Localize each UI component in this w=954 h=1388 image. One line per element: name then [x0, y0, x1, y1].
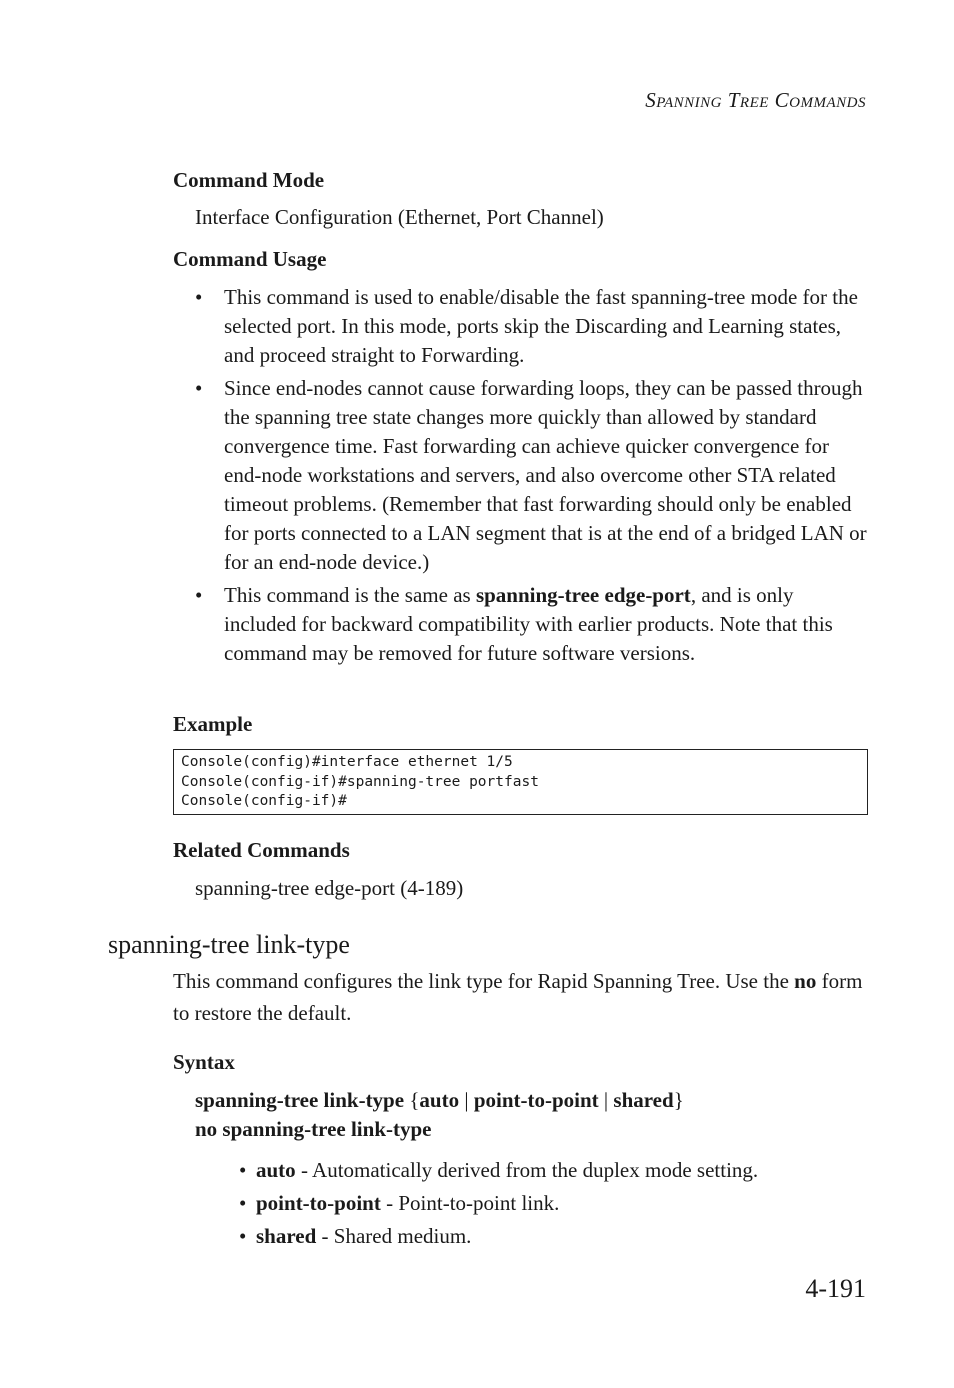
example-label: Example [173, 712, 253, 736]
syntax-command: spanning-tree link-type [195, 1088, 410, 1112]
code-line: Console(config-if)#spanning-tree portfast [181, 773, 539, 790]
command-usage-label: Command Usage [173, 247, 327, 271]
section-title: spanning-tree link-type [108, 930, 350, 959]
syntax-line-2: no spanning-tree link-type [195, 1117, 432, 1141]
running-header: Spanning Tree Commands [645, 88, 866, 112]
param-item [239, 1154, 859, 1187]
syntax-option: point-to-point [473, 1088, 599, 1112]
param-desc: - Automatically derived from the duplex mode setting. [295, 1158, 759, 1182]
param-name: point-to-point [256, 1191, 381, 1215]
section-description [173, 965, 868, 1029]
param-item [239, 1187, 859, 1220]
code-line: Console(config)#interface ethernet 1/5 [181, 754, 513, 770]
syntax-separator: | [598, 1088, 614, 1112]
usage-bullet-command: spanning-tree edge-port [475, 583, 691, 607]
page-number: 4-191 [805, 1274, 866, 1303]
description-keyword: no [794, 969, 817, 993]
param-desc: - Shared medium. [316, 1224, 472, 1248]
related-commands-label: Related Commands [173, 838, 350, 862]
syntax-brace: } [673, 1088, 684, 1112]
param-desc: - Point-to-point link. [380, 1191, 560, 1215]
syntax-params [239, 1154, 859, 1253]
syntax-label: Syntax [173, 1050, 235, 1074]
usage-bullet: • Since end-nodes cannot cause forwarding loops, they can be passed through the spanning tree state changes more quickly than allowed by standard convergence time. Fast forwarding can achieve quicker convergence for end-node workstations and servers, and also overcome other STA related timeout problems. (Remember that fast forwarding should only be enabled for ports connected to a LAN segment that is at the end of a bridged LAN or for an end-node device.) [195, 374, 870, 577]
syntax-option: shared [613, 1088, 674, 1112]
description-text: form to restore the default. [173, 969, 863, 1025]
command-mode-text: Interface Configuration (Ethernet, Port Channel) [195, 205, 604, 229]
usage-bullet-text: , and is only included for backward compatibility with earlier products. Note that this command may be removed for future software versions. [224, 583, 833, 665]
syntax-separator: | [459, 1088, 474, 1112]
usage-bullet-text: This command is the same as [224, 583, 476, 607]
syntax-option: auto [419, 1088, 460, 1112]
syntax-line-1 [195, 1086, 684, 1115]
command-mode-label: Command Mode [173, 168, 325, 192]
command-usage-list [195, 283, 870, 672]
description-text: This command configures the link type for Rapid Spanning Tree. Use the [173, 969, 795, 993]
syntax-brace: { [409, 1088, 420, 1112]
param-name: auto [256, 1158, 296, 1182]
usage-bullet [195, 581, 870, 668]
param-name: shared [256, 1224, 317, 1248]
code-line: Console(config-if)# [181, 793, 347, 809]
param-item [239, 1220, 859, 1253]
usage-bullet: • This command is used to enable/disable the fast spanning-tree mode for the selected port. In this mode, ports skip the Discarding and Learning states, and proceed straight to Forwarding. [195, 283, 870, 370]
related-command-ref: spanning-tree edge-port (4-189) [195, 876, 464, 900]
example-code-box [173, 749, 868, 815]
